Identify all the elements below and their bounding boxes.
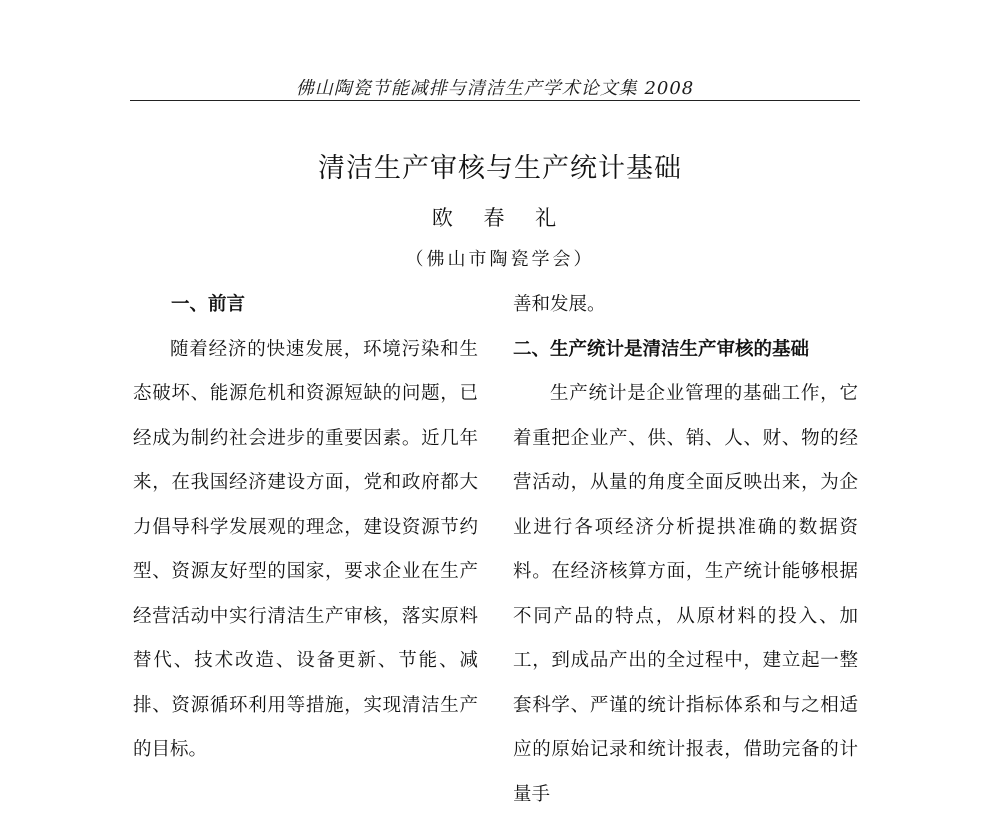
right-column bbox=[513, 283, 858, 817]
paper-title: 清洁生产审核与生产统计基础 bbox=[318, 153, 682, 184]
continued-paragraph: 善和发展。 bbox=[513, 294, 606, 315]
intro-paragraph: 随着经济的快速发展，环境污染和生态破坏、能源危机和资源短缺的问题，已经成为制约社会进步的重要因素。近几年来，在我国经济建设方面，党和政府都大力倡导科学发展观的理念，建设资源节约型、资源友好型的国家，要求企业在生产经营活动中实行清洁生产审核，落实原料替代、技术改造、设备更新、节能、减排、资源循环利用等措施，实现清洁生产的目标。 bbox=[133, 338, 478, 760]
section-heading-statistics: 二、生产统计是清洁生产审核的基础 bbox=[513, 338, 810, 360]
section-heading-intro: 一、前言 bbox=[171, 294, 246, 315]
author-name: 欧 春 礼 bbox=[431, 206, 569, 230]
left-column bbox=[133, 283, 478, 773]
author-affiliation: （佛山市陶瓷学会） bbox=[405, 249, 595, 270]
running-header: 佛山陶瓷节能减排与清洁生产学术论文集 2008 bbox=[295, 78, 695, 99]
header-rule bbox=[130, 100, 860, 101]
statistics-paragraph: 生产统计是企业管理的基础工作，它着重把企业产、供、销、人、财、物的经营活动，从量的角度全面反映出来，为企业进行各项经济分析提拱准确的数据资料。在经济核算方面，生产统计能够根据不同产品的特点，从原材料的投入、加工，到成品产出的全过程中，建立起一整套科学、严谨的统计指标体系和与之相适应的原始记录和统计报表，借助完备的计量手 bbox=[513, 383, 858, 805]
